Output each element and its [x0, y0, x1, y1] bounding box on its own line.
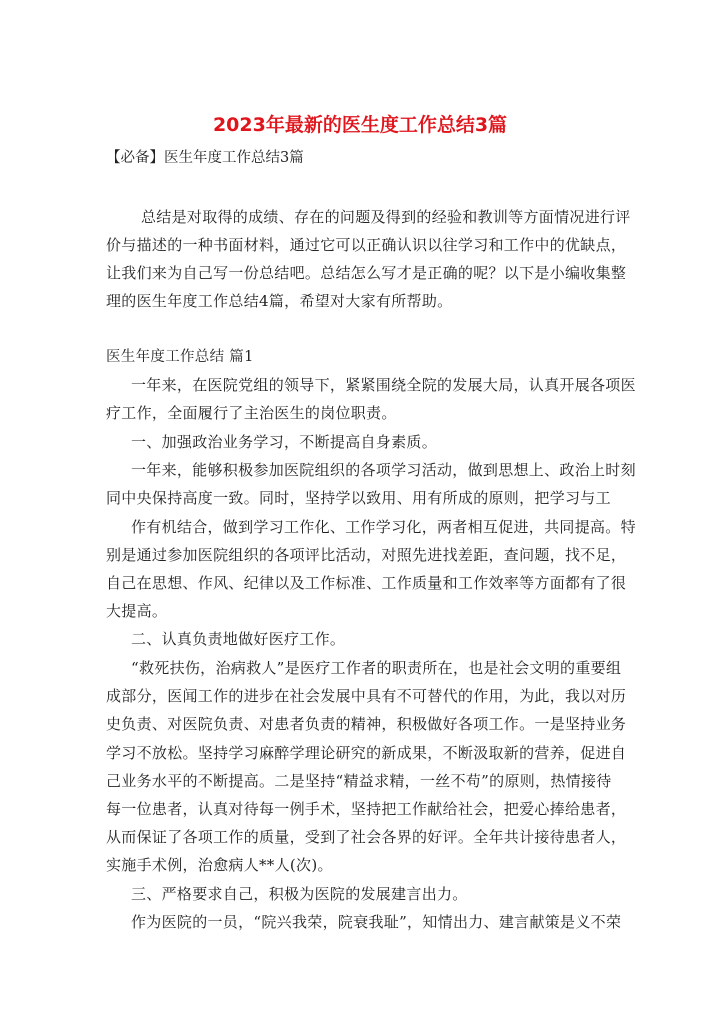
document-title: 2023年最新的医生度工作总结3篇: [212, 114, 508, 136]
body-line: 三、严格要求自己，积极为医院的发展建言出力。: [131, 885, 468, 903]
body-line: “救死扶伤，治病救人”是医疗工作者的职责所在，也是社会文明的重要组: [131, 659, 622, 677]
body-line: 每一位患者，认真对待每一例手术，坚持把工作献给社会，把爱心捧给患者，: [106, 800, 627, 818]
body-line: 作有机结合，做到学习工作化、工作学习化，两者相互促进，共同提高。特: [131, 518, 636, 536]
body-line: 疗工作，全面履行了主治医生的岗位职责。: [106, 404, 397, 422]
intro-line: 价与描述的一种书面材料，通过它可以正确认识以往学习和工作中的优缺点，: [106, 236, 627, 254]
body-line: 别是通过参加医院组织的各项评比活动，对照先进找差距，查问题，找不足，: [106, 546, 627, 564]
body-line: 实施手术例，治愈病人**人(次)。: [106, 856, 333, 874]
document-subtitle: 【必备】医生年度工作总结3篇: [106, 150, 304, 166]
body-line: 史负责、对医院负责、对患者负责的精神，积极做好各项工作。一是坚持业务: [106, 715, 627, 733]
body-line: 己业务水平的不断提高。二是坚持“精益求精，一丝不苟”的原则，热情接待: [106, 772, 612, 790]
body-line: 一年来，能够积极参加医院组织的各项学习活动，做到思想上、政治上时刻: [131, 461, 636, 479]
intro-line: 总结是对取得的成绩、存在的问题及得到的经验和教训等方面情况进行评: [141, 208, 631, 226]
body-line: 大提高。: [106, 602, 168, 620]
body-line: 一、加强政治业务学习，不断提高自身素质。: [131, 433, 438, 451]
section-heading: 医生年度工作总结 篇1: [106, 349, 254, 365]
body-line: 二、认真负责地做好医疗工作。: [131, 630, 346, 648]
body-line: 从而保证了各项工作的质量，受到了社会各界的好评。全年共计接待患者人，: [106, 828, 627, 846]
body-line: 同中央保持高度一致。同时，坚持学以致用、用有所成的原则，把学习与工: [106, 489, 611, 507]
body-line: 学习不放松。坚持学习麻醉学理论研究的新成果，不断汲取新的营养，促进自: [106, 744, 627, 762]
intro-line: 让我们来为自己写一份总结吧。总结怎么写才是正确的呢？以下是小编收集整: [106, 264, 627, 282]
body-line: 成部分，医闻工作的进步在社会发展中具有不可替代的作用，为此，我以对历: [106, 687, 627, 705]
intro-line: 理的医生年度工作总结4篇，希望对大家有所帮助。: [106, 292, 453, 310]
body-line: 作为医院的一员，“院兴我荣，院衰我耻”，知情出力、建言献策是义不荣: [131, 913, 622, 931]
body-line: 一年来，在医院党组的领导下，紧紧围绕全院的发展大局，认真开展各项医: [131, 376, 636, 394]
body-line: 自己在思想、作风、纪律以及工作标准、工作质量和工作效率等方面都有了很: [106, 574, 627, 592]
